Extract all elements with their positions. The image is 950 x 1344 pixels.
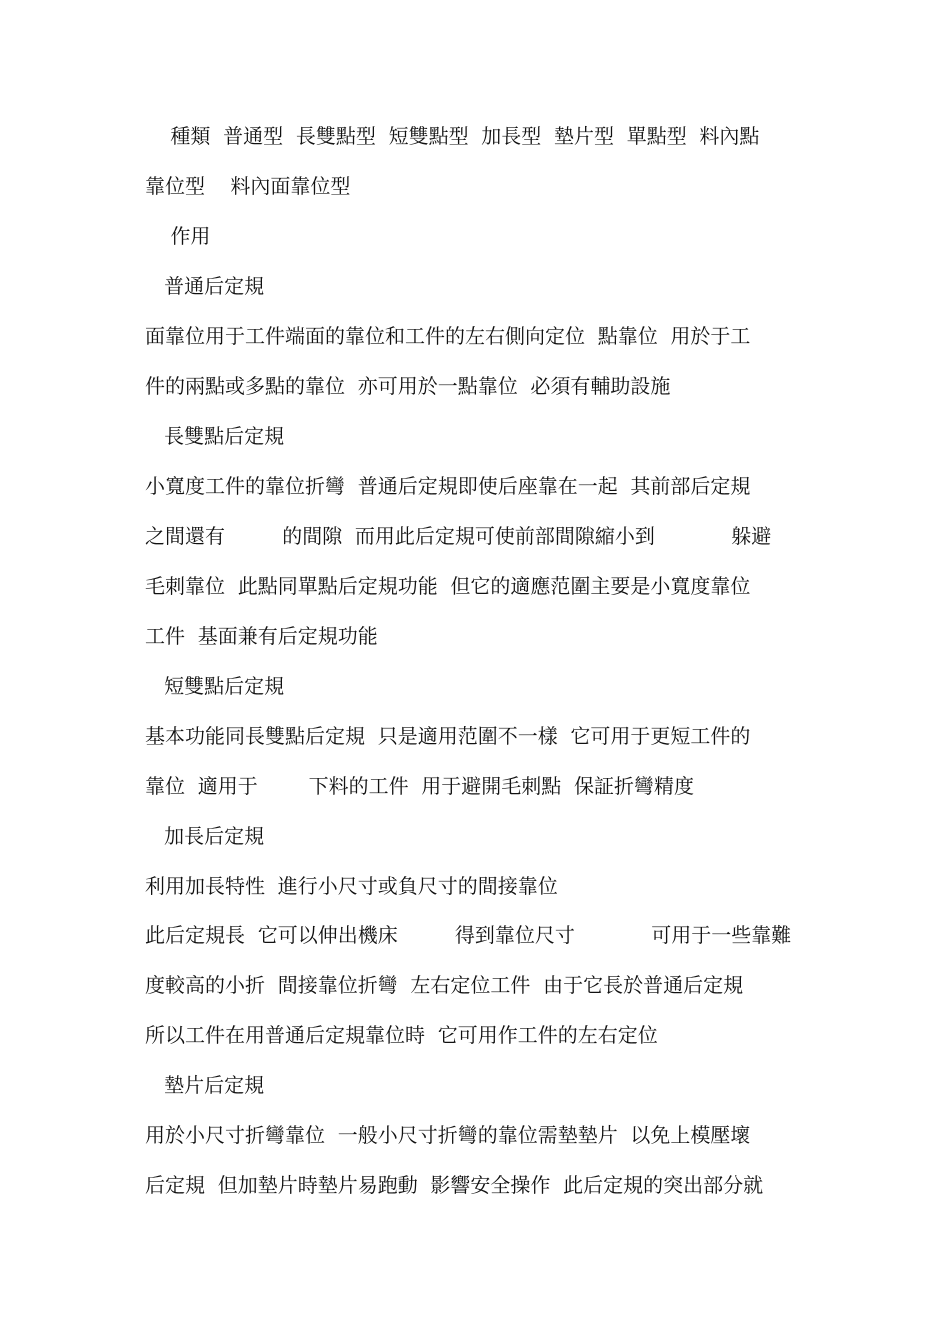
subheading: 短雙點后定規 <box>145 674 285 698</box>
paragraph-line: 后定規 但加墊片時墊片易跑動 影響安全操作 此后定規的突出部分就 <box>145 1173 764 1197</box>
types-line: 種類 普通型 長雙點型 短雙點型 加長型 墊片型 單點型 料內點 <box>145 124 760 148</box>
paragraph-line: 靠位 適用于 下料的工件 用于避開毛刺點 保証折彎精度 <box>145 774 695 798</box>
paragraph-line: 件的兩點或多點的靠位 亦可用於一點靠位 必須有輔助設施 <box>145 374 671 398</box>
paragraph-line: 此后定規長 它可以伸出機床 得到靠位尺寸 可用于一些靠難 <box>145 923 792 947</box>
paragraph-line: 小寬度工件的靠位折彎 普通后定規即使后座靠在一起 其前部后定規 <box>145 474 751 498</box>
section-heading: 作用 <box>145 224 211 248</box>
paragraph-line: 利用加長特性 進行小尺寸或負尺寸的間接靠位 <box>145 874 558 898</box>
paragraph-line: 工件 基面兼有后定規功能 <box>145 624 378 648</box>
subheading: 加長后定規 <box>145 824 265 848</box>
subheading: 長雙點后定規 <box>145 424 285 448</box>
types-line-cont: 靠位型 料內面靠位型 <box>145 174 351 198</box>
subheading: 普通后定規 <box>145 274 265 298</box>
paragraph-line: 度較高的小折 間接靠位折彎 左右定位工件 由于它長於普通后定規 <box>145 973 744 997</box>
paragraph-line: 用於小尺寸折彎靠位 一般小尺寸折彎的靠位需墊墊片 以免上模壓壞 <box>145 1123 751 1147</box>
subheading: 墊片后定規 <box>145 1073 265 1097</box>
paragraph-line: 毛刺靠位 此點同單點后定規功能 但它的適應范圍主要是小寬度靠位 <box>145 574 751 598</box>
paragraph-line: 所以工件在用普通后定規靠位時 它可用作工件的左右定位 <box>145 1023 658 1047</box>
paragraph-line: 之間還有 的間隙 而用此后定規可使前部間隙縮小到 躲避 <box>145 524 772 548</box>
paragraph-line: 面靠位用于工件端面的靠位和工件的左右側向定位 點靠位 用於于工 <box>145 324 751 348</box>
paragraph-line: 基本功能同長雙點后定規 只是適用范圍不一樣 它可用于更短工件的 <box>145 724 751 748</box>
